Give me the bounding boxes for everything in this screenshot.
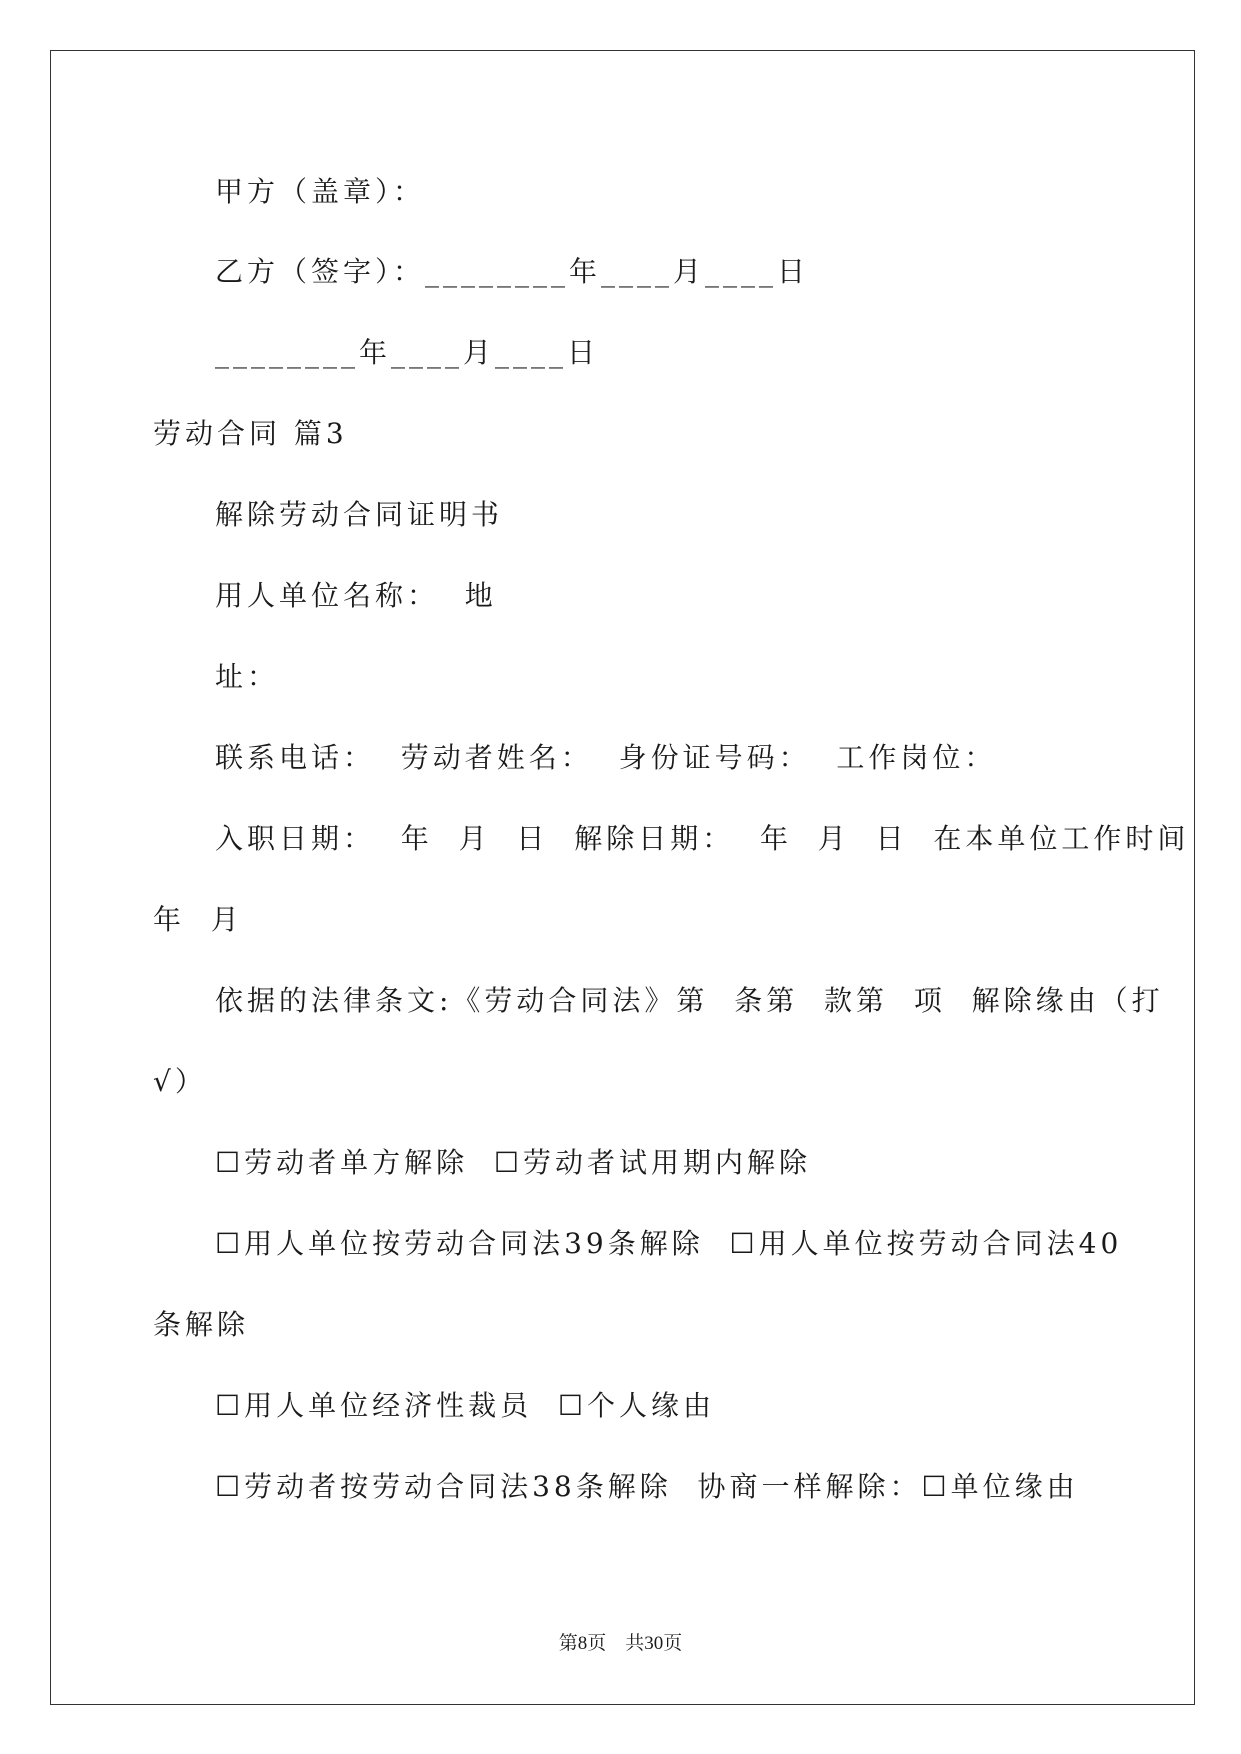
- reason-options-row-3: ☐用人单位经济性裁员 ☐个人缘由: [215, 1389, 716, 1422]
- employment-dates-continued: 年 月: [153, 903, 243, 936]
- employer-name-field: 用人单位名称： 地: [215, 579, 497, 612]
- reason-options-row-2: ☐用人单位按劳动合同法39条解除 ☐用人单位按劳动合同法40: [215, 1227, 1123, 1260]
- page-number-footer: 第8页 共30页: [558, 1633, 683, 1654]
- reason-options-row-1: ☐劳动者单方解除 ☐劳动者试用期内解除: [215, 1146, 812, 1179]
- reason-options-row-4: ☐劳动者按劳动合同法38条解除 协商一样解除：☐单位缘由: [215, 1470, 1079, 1503]
- legal-basis-line: 依据的法律条文:《劳动合同法》第 条第 款第 项 解除缘由（打: [215, 984, 1164, 1017]
- party-a-seal: 甲方（盖章）：: [215, 175, 426, 208]
- address-field: 址：: [215, 660, 280, 693]
- party-b-signature-date: 乙方（签字）：________年____月____日: [215, 255, 810, 288]
- legal-basis-continued: √）: [153, 1065, 207, 1098]
- document-title: 解除劳动合同证明书: [215, 498, 504, 531]
- section-heading: 劳动合同 篇3: [153, 417, 348, 450]
- party-a-date: ________年____月____日: [215, 336, 600, 369]
- page-border: [50, 50, 1195, 1705]
- contact-info-fields: 联系电话： 劳动者姓名： 身份证号码： 工作岗位：: [215, 741, 997, 774]
- employment-dates-line: 入职日期： 年 月 日 解除日期： 年 月 日 在本单位工作时间: [215, 822, 1190, 855]
- reason-options-row-2-continued: 条解除: [153, 1308, 250, 1341]
